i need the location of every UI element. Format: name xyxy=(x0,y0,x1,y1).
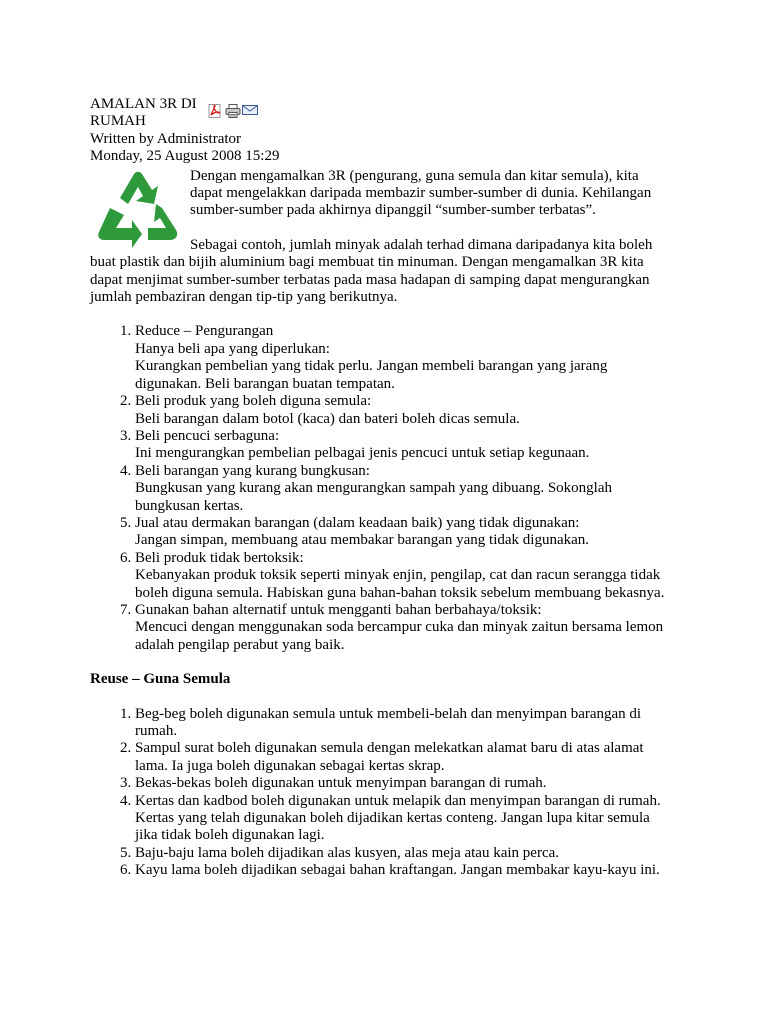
pdf-icon[interactable] xyxy=(208,104,222,116)
list-item: 5. Baju-baju lama boleh dijadikan alas kusyen, alas meja atau kain perca. xyxy=(135,845,670,862)
list-item-heading: 1. Reduce – Pengurangan xyxy=(135,323,274,340)
list-item-text: Bungkusan yang kurang akan mengurangkan sampah yang dibuang. Sokonglah bungkusan kertas. xyxy=(135,480,612,514)
list-item: 1. Beg-beg boleh digunakan semula untuk membeli-belah dan menyimpan barangan di rumah. xyxy=(135,706,670,741)
print-icon[interactable] xyxy=(225,104,239,116)
list-item-heading: 7. Gunakan bahan alternatif untuk mengganti bahan berbahaya/toksik: xyxy=(135,601,542,618)
article xyxy=(90,96,670,897)
article-date: Monday, 25 August 2008 15:29 xyxy=(90,148,280,165)
list-item-text: Beli barangan dalam botol (kaca) dan bateri boleh dicas semula. xyxy=(135,410,520,427)
list-item-text: Hanya beli apa yang diperlukan: xyxy=(135,340,330,357)
list-item: 2. Sampul surat boleh digunakan semula dengan melekatkan alamat baru di atas alamat lama. Ia juga boleh digunakan sebagai kertas skrap. xyxy=(135,740,670,775)
article-title: AMALAN 3R DI RUMAH xyxy=(90,96,197,130)
section-heading-reuse: Reuse – Guna Semula xyxy=(90,671,231,688)
list-item: 4. Kertas dan kadbod boleh digunakan untuk melapik dan menyimpan barangan di rumah. Kertas yang telah digunakan boleh dijadikan kertas conteng. Jangan lupa kitar semula jika tidak boleh digunakan lagi. xyxy=(135,793,670,845)
list-item: 6. Kayu lama boleh dijadikan sebagai bahan kraftangan. Jangan membakar kayu-kayu ini. xyxy=(135,862,670,879)
list-item-text: Jangan simpan, membuang atau membakar barangan yang tidak digunakan. xyxy=(135,532,590,549)
list-item-text: Ini mengurangkan pembelian pelbagai jenis pencuci untuk setiap kegunaan. xyxy=(135,445,590,462)
reduce-list xyxy=(90,323,670,654)
list-item xyxy=(135,515,670,550)
intro-paragraph-1: Dengan mengamalkan 3R (pengurang, guna semula dan kitar semula), kita dapat mengelakkan daripada membazir sumber-sumber di dunia. Kehilangan sumber-sumber pada akhirnya dipanggil “sumber-sumber terbatas”. xyxy=(190,167,652,219)
list-item xyxy=(135,602,670,654)
list-item xyxy=(135,550,670,602)
list-item xyxy=(135,393,670,428)
list-item-heading: 6. Beli produk tidak bertoksik: xyxy=(135,549,304,566)
reuse-list xyxy=(90,706,670,880)
intro-paragraph-2: Sebagai contoh, jumlah minyak adalah terhad dimana daripadanya kita boleh buat plastik dan bijih aluminium bagi membuat tin minuman. Dengan mengamalkan 3R kita dapat menjimat sumber-sumber terbatas pada masa hadapan di samping dapat mengurangkan jumlah pembaziran dengan tip-tip yang berikutnya. xyxy=(90,236,653,306)
list-item xyxy=(135,323,670,393)
recycle-logo xyxy=(90,168,186,252)
email-icon[interactable] xyxy=(242,104,256,116)
title-row xyxy=(90,96,670,131)
list-item-heading: 2. Beli produk yang boleh diguna semula: xyxy=(135,393,372,410)
list-item-heading: 5. Jual atau dermakan barangan (dalam keadaan baik) yang tidak digunakan: xyxy=(135,514,580,531)
list-item-heading: 4. Beli barangan yang kurang bungkusan: xyxy=(135,462,370,479)
list-item-heading: 3. Beli pencuci serbaguna: xyxy=(135,427,280,444)
list-item xyxy=(135,428,670,463)
list-item: 3. Bekas-bekas boleh digunakan untuk menyimpan barangan di rumah. xyxy=(135,775,670,792)
list-item-text: Mencuci dengan menggunakan soda bercampur cuka dan minyak zaitun bersama lemon adalah pengilap perabut yang baik. xyxy=(135,619,664,653)
intro xyxy=(90,168,670,324)
list-item-text: Kurangkan pembelian yang tidak perlu. Jangan membeli barangan yang jarang digunakan. Beli barangan buatan tempatan. xyxy=(135,358,608,392)
list-item xyxy=(135,463,670,515)
article-author: Written by Administrator xyxy=(90,130,242,147)
article-tools xyxy=(208,104,256,116)
list-item-text: Kebanyakan produk toksik seperti minyak enjin, pengilap, cat dan racun serangga tidak boleh diguna semula. Habiskan guna bahan-bahan toksik sebelum membuang bekasnya. xyxy=(135,567,665,601)
